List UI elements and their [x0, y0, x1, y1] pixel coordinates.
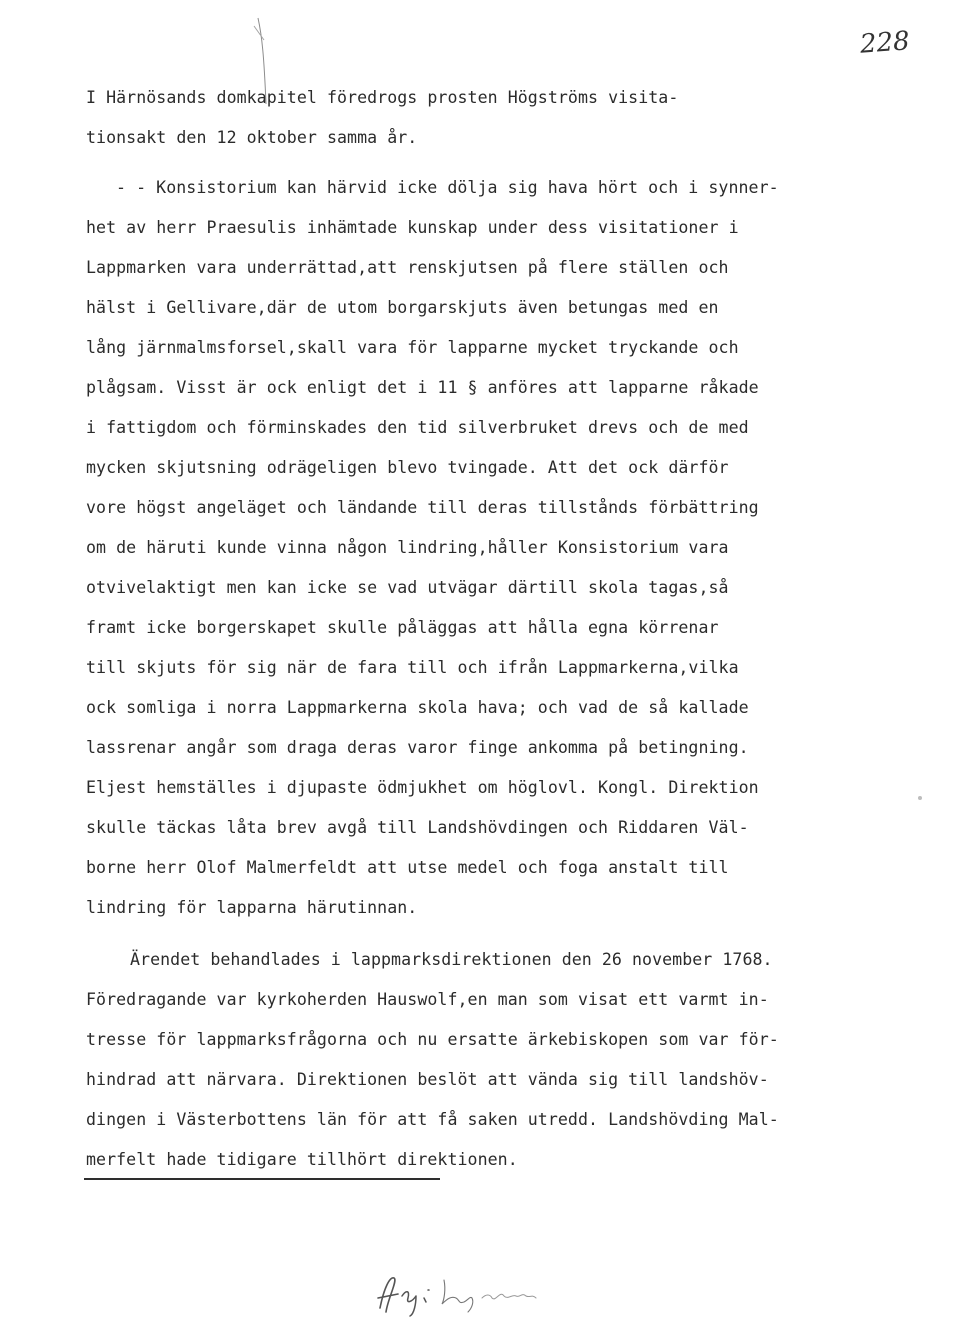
text-line: vore högst angeläget och ländande till deras tillstånds förbättring	[86, 498, 759, 517]
text-line: om de häruti kunde vinna någon lindring,håller Konsistorium vara	[86, 538, 729, 557]
text-line: Ärendet behandlades i lappmarksdirektionen den 26 november 1768.	[130, 950, 773, 969]
text-line: Eljest hemställes i djupaste ödmjukhet om höglovl. Kongl. Direktion	[86, 778, 759, 797]
text-line: otvivelaktigt men kan icke se vad utvägar därtill skola tagas,så	[86, 578, 729, 597]
text-line: Lappmarken vara underrättad,att renskjutsen på flere ställen och	[86, 258, 729, 277]
text-line: Föredragande var kyrkoherden Hauswolf,en man som visat ett varmt in-	[86, 990, 769, 1009]
text-line: I Härnösands domkapitel föredrogs prosten Högströms visita-	[86, 88, 679, 107]
end-rule	[84, 1178, 440, 1180]
text-line: ock somliga i norra Lappmarkerna skola hava; och vad de så kallade	[86, 698, 749, 717]
text-line: framt icke borgerskapet skulle påläggas att hålla egna körrenar	[86, 618, 719, 637]
text-line: tresse för lappmarksfrågorna och nu ersatte ärkebiskopen som var för-	[86, 1030, 779, 1049]
text-line: borne herr Olof Malmerfeldt att utse medel och foga anstalt till	[86, 858, 729, 877]
page-number: 228	[859, 26, 911, 60]
text-line: mycken skjutsning odrägeligen blevo tvingade. Att det ock därför	[86, 458, 729, 477]
paragraph-summary	[86, 940, 886, 1180]
text-line: het av herr Praesulis inhämtade kunskap under dess visitationer i	[86, 218, 739, 237]
text-line: plågsam. Visst är ock enligt det i 11 § anföres att lapparne råkade	[86, 378, 759, 397]
paragraph-quote	[86, 168, 886, 928]
paragraph-intro	[86, 78, 886, 158]
text-line: lassrenar angår som draga deras varor finge ankomma på betingning.	[86, 738, 749, 757]
text-line: dingen i Västerbottens län för att få saken utredd. Landshövding Mal-	[86, 1110, 779, 1129]
text-line: tionsakt den 12 oktober samma år.	[86, 128, 418, 147]
text-line: lång järnmalmsforsel,skall vara för lapparne mycket tryckande och	[86, 338, 739, 357]
text-line: hälst i Gellivare,där de utom borgarskjuts även betungas med en	[86, 298, 719, 317]
text-line: - - Konsistorium kan härvid icke dölja sig hava hört och i synner-	[116, 178, 779, 197]
text-line: till skjuts för sig när de fara till och ifrån Lappmarkerna,vilka	[86, 658, 739, 677]
text-line: hindrad att närvara. Direktionen beslöt att vända sig till landshöv-	[86, 1070, 769, 1089]
margin-speck	[918, 796, 922, 800]
text-line: lindring för lapparna härutinnan.	[86, 898, 418, 917]
text-line: skulle täckas låta brev avgå till Landshövdingen och Riddaren Väl-	[86, 818, 749, 837]
text-line: merfelt hade tidigare tillhört direktionen.	[86, 1150, 518, 1169]
handwritten-signature	[372, 1268, 572, 1318]
text-line: i fattigdom och förminskades den tid silverbruket drevs och de med	[86, 418, 749, 437]
